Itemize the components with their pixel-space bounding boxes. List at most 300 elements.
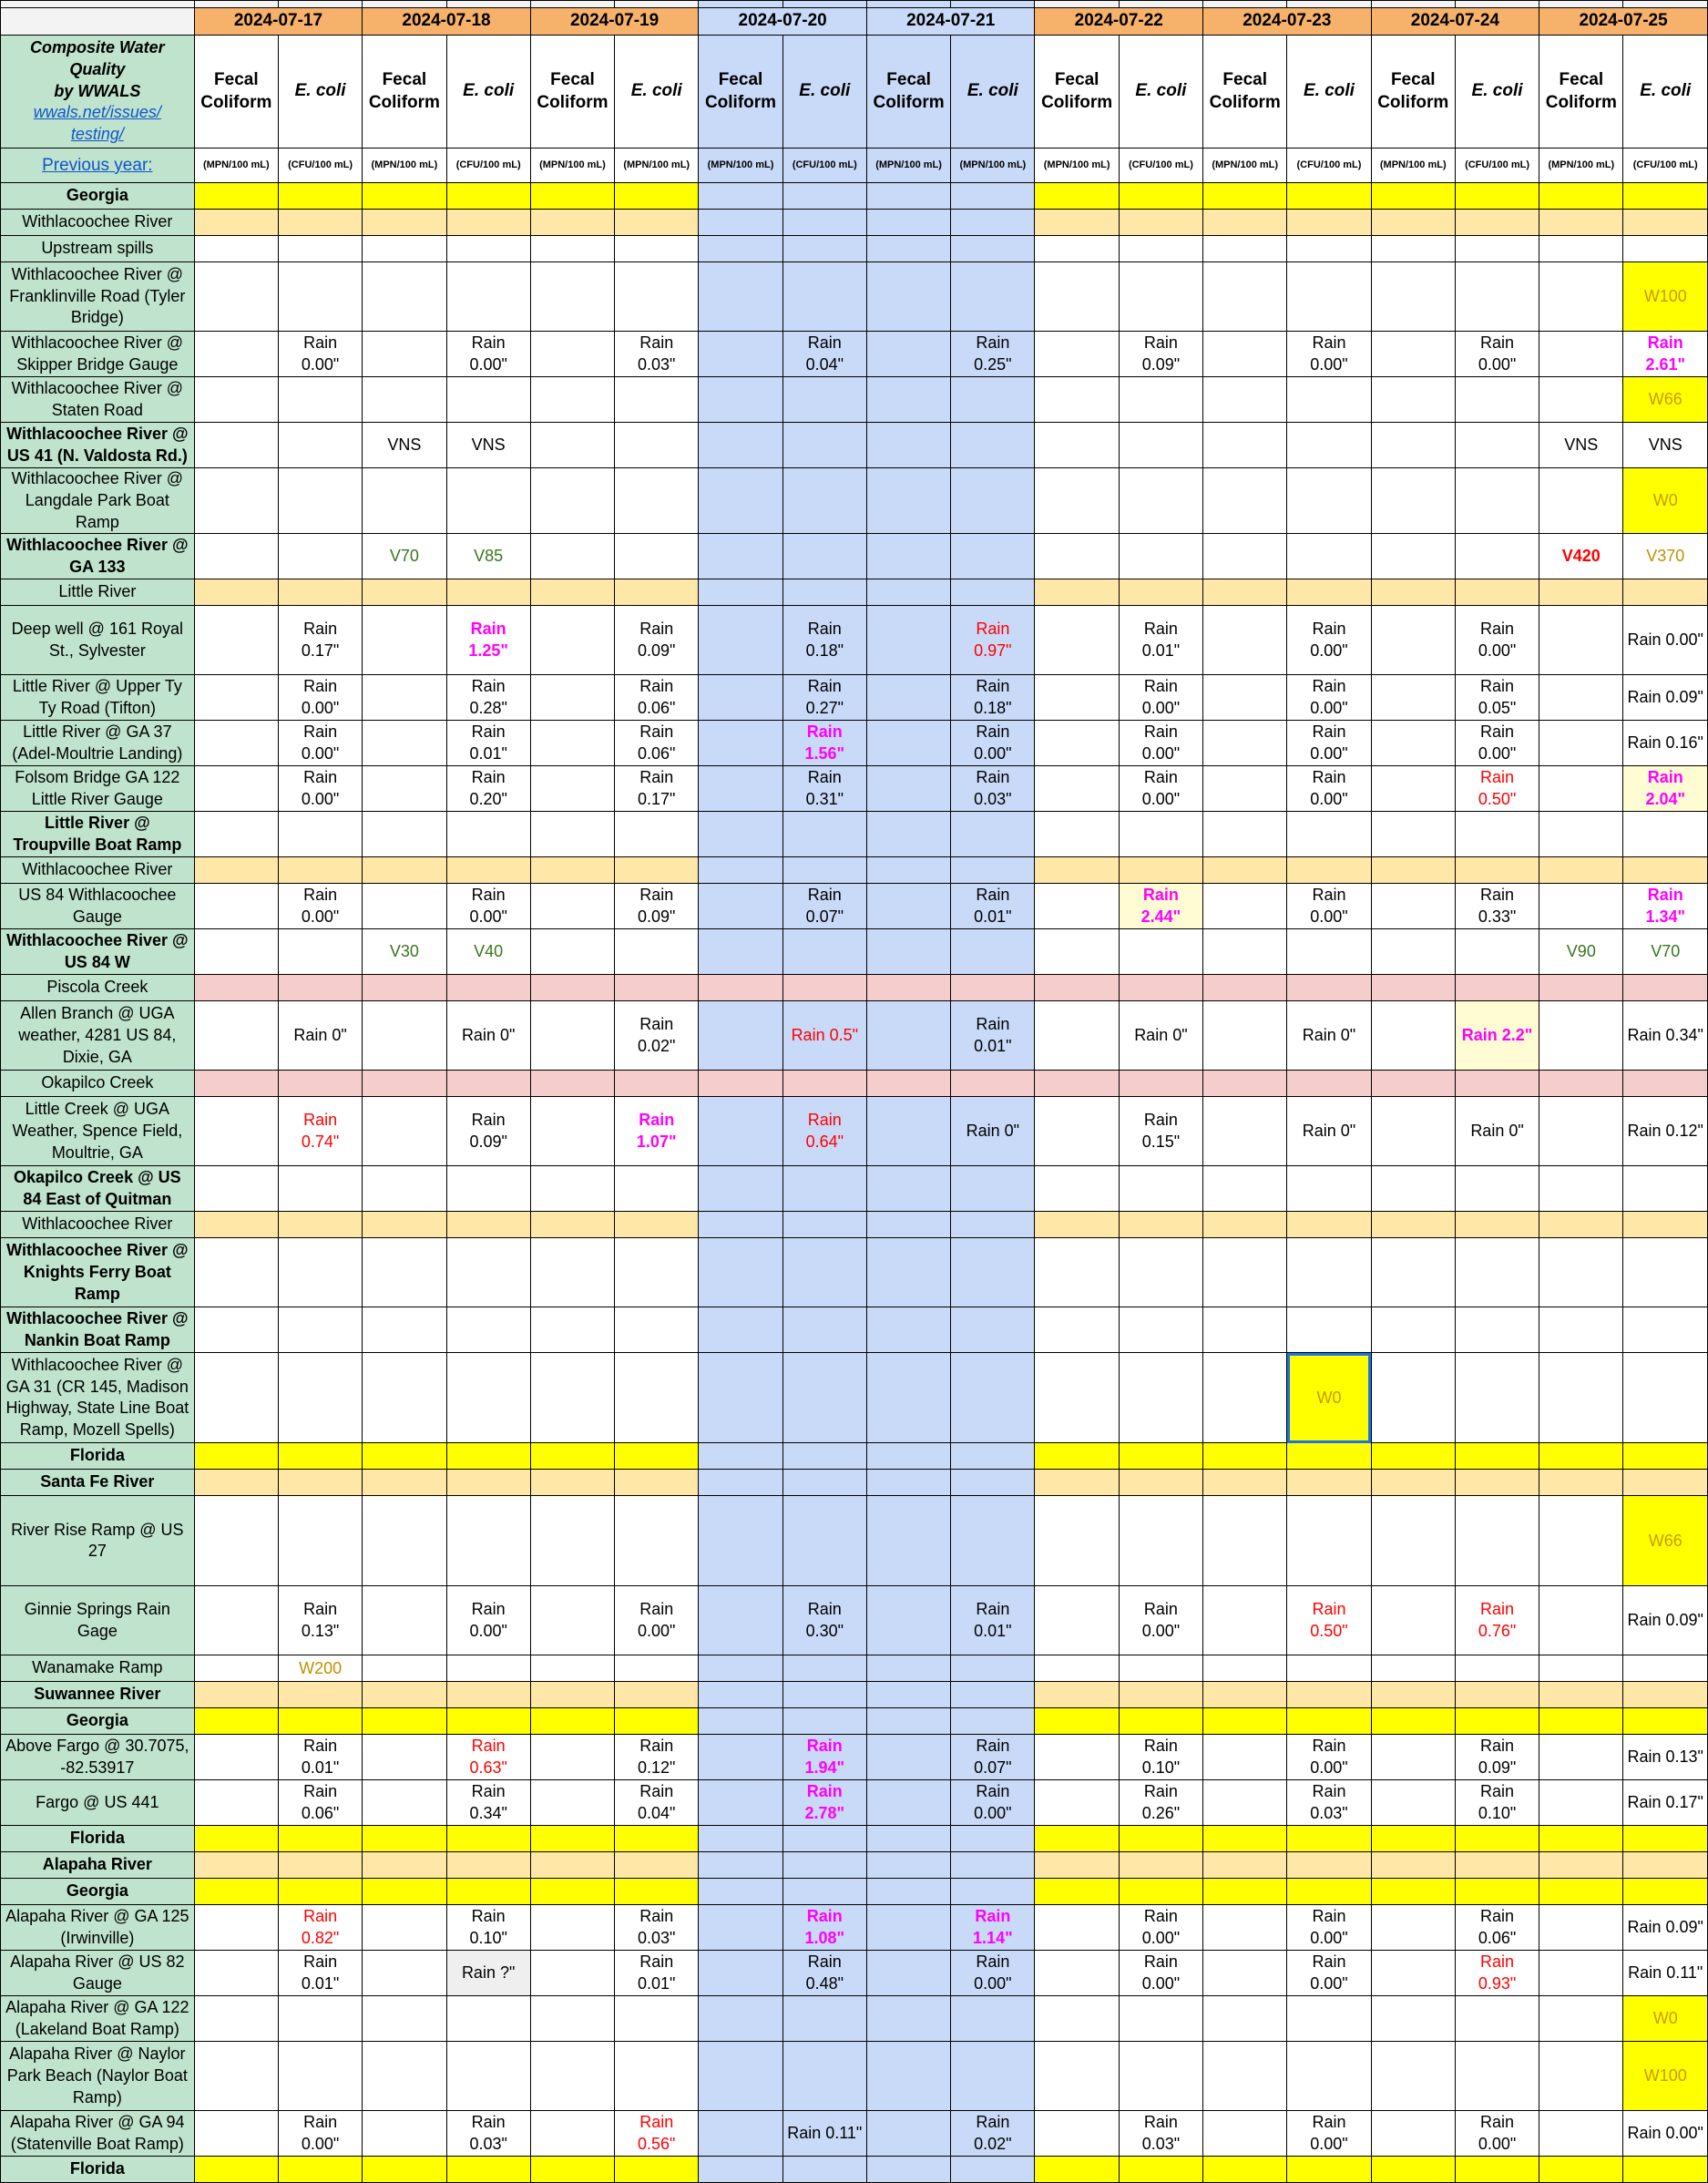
data-cell[interactable] xyxy=(1287,766,1371,812)
data-cell[interactable] xyxy=(1119,1852,1202,1879)
data-cell[interactable] xyxy=(1539,377,1623,423)
data-cell[interactable] xyxy=(446,1097,530,1166)
data-cell[interactable] xyxy=(194,1496,278,1586)
row-label[interactable]: Alapaha River xyxy=(1,1852,195,1879)
data-cell[interactable] xyxy=(1119,857,1202,884)
data-cell[interactable] xyxy=(1203,1708,1287,1735)
data-cell[interactable] xyxy=(1539,1780,1623,1826)
data-cell[interactable] xyxy=(363,975,446,1001)
data-cell[interactable] xyxy=(278,1212,362,1238)
data-cell[interactable] xyxy=(782,1443,866,1470)
data-cell[interactable] xyxy=(530,1071,614,1097)
data-cell[interactable] xyxy=(1455,1780,1539,1826)
data-cell[interactable] xyxy=(446,1586,530,1655)
data-cell[interactable] xyxy=(446,606,530,675)
data-cell[interactable] xyxy=(1455,1238,1539,1307)
data-cell[interactable] xyxy=(1203,1443,1287,1470)
data-cell[interactable] xyxy=(194,1001,278,1071)
data-cell[interactable] xyxy=(699,1951,782,1996)
data-cell[interactable] xyxy=(278,1905,362,1951)
data-cell[interactable] xyxy=(363,183,446,210)
data-cell[interactable] xyxy=(1371,606,1455,675)
data-cell[interactable] xyxy=(1035,606,1119,675)
data-cell[interactable] xyxy=(1539,929,1623,975)
data-cell[interactable] xyxy=(278,1780,362,1826)
data-cell[interactable] xyxy=(1623,766,1708,812)
data-cell[interactable] xyxy=(1287,812,1371,857)
data-cell[interactable] xyxy=(530,1097,614,1166)
data-cell[interactable] xyxy=(1203,884,1287,929)
data-cell[interactable] xyxy=(1371,1443,1455,1470)
data-cell[interactable] xyxy=(951,857,1035,884)
data-cell[interactable] xyxy=(699,1780,782,1826)
data-cell[interactable] xyxy=(699,884,782,929)
data-cell[interactable] xyxy=(1371,1708,1455,1735)
data-cell[interactable] xyxy=(446,1166,530,1212)
data-cell[interactable] xyxy=(363,812,446,857)
row-label[interactable]: Alapaha River @ Naylor Park Beach (Naylor Boat Ramp) xyxy=(1,2042,195,2111)
data-cell[interactable] xyxy=(1287,534,1371,579)
data-cell[interactable] xyxy=(1035,1166,1119,1212)
data-cell[interactable] xyxy=(363,1735,446,1780)
data-cell[interactable] xyxy=(1539,332,1623,377)
data-cell[interactable] xyxy=(363,423,446,468)
data-cell[interactable] xyxy=(951,812,1035,857)
data-cell[interactable] xyxy=(1035,857,1119,884)
data-cell[interactable] xyxy=(1455,766,1539,812)
data-cell[interactable] xyxy=(1203,1470,1287,1496)
data-cell[interactable] xyxy=(782,2111,866,2157)
data-cell[interactable] xyxy=(1623,1708,1708,1735)
data-cell[interactable] xyxy=(951,2157,1035,2183)
data-cell[interactable] xyxy=(194,2042,278,2111)
data-cell[interactable] xyxy=(1455,1682,1539,1708)
data-cell[interactable] xyxy=(866,975,950,1001)
data-cell[interactable] xyxy=(1623,262,1708,332)
data-cell[interactable] xyxy=(1371,468,1455,534)
row-label[interactable]: Little River @ GA 37 (Adel-Moultrie Landing) xyxy=(1,721,195,766)
data-cell[interactable] xyxy=(363,1879,446,1905)
data-cell[interactable] xyxy=(1455,1905,1539,1951)
data-cell[interactable] xyxy=(530,1496,614,1586)
data-cell[interactable] xyxy=(615,675,699,721)
row-label[interactable]: Ginnie Springs Rain Gage xyxy=(1,1586,195,1655)
data-cell[interactable] xyxy=(782,1708,866,1735)
data-cell[interactable] xyxy=(1371,1905,1455,1951)
data-cell[interactable] xyxy=(194,675,278,721)
data-cell[interactable] xyxy=(951,1655,1035,1682)
data-cell[interactable] xyxy=(1539,2111,1623,2157)
data-cell[interactable] xyxy=(1455,1212,1539,1238)
data-cell[interactable] xyxy=(278,1708,362,1735)
data-cell[interactable] xyxy=(782,721,866,766)
data-cell[interactable] xyxy=(530,675,614,721)
data-cell[interactable] xyxy=(194,1780,278,1826)
data-cell[interactable] xyxy=(615,1097,699,1166)
data-cell[interactable] xyxy=(446,1655,530,1682)
data-cell[interactable] xyxy=(782,1470,866,1496)
data-cell[interactable] xyxy=(1035,1496,1119,1586)
row-label[interactable]: Withlacoochee River @ GA 31 (CR 145, Madison Highway, State Line Boat Ramp, Mozell Spells) xyxy=(1,1353,195,1443)
data-cell[interactable] xyxy=(1119,884,1202,929)
data-cell[interactable] xyxy=(530,423,614,468)
data-cell[interactable] xyxy=(1287,929,1371,975)
data-cell[interactable] xyxy=(1287,1951,1371,1996)
data-cell[interactable] xyxy=(866,1496,950,1586)
date-header[interactable]: 2024-07-21 xyxy=(866,8,1035,36)
data-cell[interactable] xyxy=(866,721,950,766)
row-label[interactable]: Alapaha River @ US 82 Gauge xyxy=(1,1951,195,1996)
data-cell[interactable] xyxy=(446,2157,530,2183)
data-cell[interactable] xyxy=(951,1496,1035,1586)
data-cell[interactable] xyxy=(278,2111,362,2157)
data-cell[interactable] xyxy=(278,468,362,534)
data-cell[interactable] xyxy=(446,1001,530,1071)
data-cell[interactable] xyxy=(1203,579,1287,606)
data-cell[interactable] xyxy=(530,1852,614,1879)
data-cell[interactable] xyxy=(530,468,614,534)
data-cell[interactable] xyxy=(782,857,866,884)
data-cell[interactable] xyxy=(194,606,278,675)
data-cell[interactable] xyxy=(278,1826,362,1852)
row-label[interactable]: Withlacoochee River xyxy=(1,210,195,236)
data-cell[interactable] xyxy=(699,1071,782,1097)
data-cell[interactable] xyxy=(363,1353,446,1443)
data-cell[interactable] xyxy=(1539,1951,1623,1996)
data-cell[interactable] xyxy=(1119,1735,1202,1780)
data-cell[interactable] xyxy=(615,2042,699,2111)
data-cell[interactable] xyxy=(1287,1735,1371,1780)
data-cell[interactable] xyxy=(1035,2157,1119,2183)
data-cell[interactable] xyxy=(363,606,446,675)
data-cell[interactable] xyxy=(1371,1682,1455,1708)
data-cell[interactable] xyxy=(1287,423,1371,468)
data-cell[interactable] xyxy=(699,1353,782,1443)
data-cell[interactable] xyxy=(615,929,699,975)
data-cell[interactable] xyxy=(1287,1071,1371,1097)
data-cell[interactable] xyxy=(194,468,278,534)
data-cell[interactable] xyxy=(1203,2157,1287,2183)
data-cell[interactable] xyxy=(1623,2042,1708,2111)
data-cell[interactable] xyxy=(1287,1307,1371,1353)
data-cell[interactable] xyxy=(278,236,362,262)
data-cell[interactable] xyxy=(1623,929,1708,975)
data-cell[interactable] xyxy=(194,1238,278,1307)
data-cell[interactable] xyxy=(530,884,614,929)
data-cell[interactable] xyxy=(1539,1307,1623,1353)
data-cell[interactable] xyxy=(530,606,614,675)
data-cell[interactable] xyxy=(1539,2157,1623,2183)
data-cell[interactable] xyxy=(1539,262,1623,332)
data-cell[interactable] xyxy=(446,721,530,766)
data-cell[interactable] xyxy=(1035,1996,1119,2042)
data-cell[interactable] xyxy=(1035,1951,1119,1996)
data-cell[interactable] xyxy=(446,1470,530,1496)
data-cell[interactable] xyxy=(1623,884,1708,929)
data-cell[interactable] xyxy=(446,468,530,534)
data-cell[interactable] xyxy=(615,423,699,468)
data-cell[interactable] xyxy=(1623,2157,1708,2183)
data-cell[interactable] xyxy=(615,1353,699,1443)
data-cell[interactable] xyxy=(1119,1238,1202,1307)
data-cell[interactable] xyxy=(1035,1586,1119,1655)
data-cell[interactable] xyxy=(1371,183,1455,210)
data-cell[interactable] xyxy=(1203,236,1287,262)
data-cell[interactable] xyxy=(1035,1353,1119,1443)
data-cell[interactable] xyxy=(951,975,1035,1001)
data-cell[interactable] xyxy=(699,236,782,262)
row-label[interactable]: Withlacoochee River @ Nankin Boat Ramp xyxy=(1,1307,195,1353)
data-cell[interactable] xyxy=(1203,1238,1287,1307)
row-label[interactable]: Little River xyxy=(1,579,195,606)
data-cell[interactable] xyxy=(1119,1353,1202,1443)
data-cell[interactable] xyxy=(530,1826,614,1852)
data-cell[interactable] xyxy=(1287,2042,1371,2111)
data-cell[interactable] xyxy=(866,2157,950,2183)
data-cell[interactable] xyxy=(1287,210,1371,236)
data-cell[interactable] xyxy=(782,377,866,423)
data-cell[interactable] xyxy=(363,1001,446,1071)
data-cell[interactable] xyxy=(194,423,278,468)
data-cell[interactable] xyxy=(1623,1470,1708,1496)
data-cell[interactable] xyxy=(363,236,446,262)
data-cell[interactable] xyxy=(615,377,699,423)
data-cell[interactable] xyxy=(1035,1238,1119,1307)
data-cell[interactable] xyxy=(699,377,782,423)
data-cell[interactable] xyxy=(699,606,782,675)
data-cell[interactable] xyxy=(1119,236,1202,262)
data-cell[interactable] xyxy=(1623,1443,1708,1470)
data-cell[interactable] xyxy=(194,1443,278,1470)
data-cell[interactable] xyxy=(1455,1097,1539,1166)
row-label[interactable]: Little Creek @ UGA Weather, Spence Field, Moultrie, GA xyxy=(1,1097,195,1166)
data-cell[interactable] xyxy=(1623,1852,1708,1879)
data-cell[interactable] xyxy=(1455,210,1539,236)
previous-year-link[interactable]: Previous year: xyxy=(42,155,153,175)
data-cell[interactable] xyxy=(1623,1655,1708,1682)
row-label[interactable]: Withlacoochee River xyxy=(1,1212,195,1238)
data-cell[interactable] xyxy=(866,1443,950,1470)
data-cell[interactable] xyxy=(278,2042,362,2111)
data-cell[interactable] xyxy=(1371,1212,1455,1238)
data-cell[interactable] xyxy=(446,929,530,975)
data-cell[interactable] xyxy=(1203,721,1287,766)
data-cell[interactable] xyxy=(1035,1852,1119,1879)
data-cell[interactable] xyxy=(194,1682,278,1708)
data-cell[interactable] xyxy=(1119,1470,1202,1496)
data-cell[interactable] xyxy=(1203,1307,1287,1353)
data-cell[interactable] xyxy=(530,183,614,210)
data-cell[interactable] xyxy=(1455,606,1539,675)
data-cell[interactable] xyxy=(866,183,950,210)
data-cell[interactable] xyxy=(278,929,362,975)
data-cell[interactable] xyxy=(1119,1097,1202,1166)
data-cell[interactable] xyxy=(446,857,530,884)
data-cell[interactable] xyxy=(1287,1826,1371,1852)
data-cell[interactable] xyxy=(1539,534,1623,579)
data-cell[interactable] xyxy=(1539,1655,1623,1682)
data-cell[interactable] xyxy=(951,262,1035,332)
data-cell[interactable] xyxy=(699,1001,782,1071)
data-cell[interactable] xyxy=(1371,929,1455,975)
data-cell[interactable] xyxy=(1455,857,1539,884)
data-cell[interactable] xyxy=(278,975,362,1001)
data-cell[interactable] xyxy=(1371,1238,1455,1307)
data-cell[interactable] xyxy=(1119,1879,1202,1905)
data-cell[interactable] xyxy=(866,236,950,262)
data-cell[interactable] xyxy=(363,1826,446,1852)
data-cell[interactable] xyxy=(363,262,446,332)
data-cell[interactable] xyxy=(530,534,614,579)
data-cell[interactable] xyxy=(194,1905,278,1951)
data-cell[interactable] xyxy=(1035,1655,1119,1682)
data-cell[interactable] xyxy=(1455,1470,1539,1496)
data-cell[interactable] xyxy=(1623,1166,1708,1212)
data-cell[interactable] xyxy=(866,1001,950,1071)
data-cell[interactable] xyxy=(1623,1212,1708,1238)
data-cell[interactable] xyxy=(1371,1826,1455,1852)
data-cell[interactable] xyxy=(1203,1905,1287,1951)
data-cell[interactable] xyxy=(699,1212,782,1238)
data-cell[interactable] xyxy=(446,1682,530,1708)
data-cell[interactable] xyxy=(1287,1353,1371,1443)
data-cell[interactable] xyxy=(1623,1238,1708,1307)
data-cell[interactable] xyxy=(1119,1682,1202,1708)
data-cell[interactable] xyxy=(866,1682,950,1708)
data-cell[interactable] xyxy=(194,1826,278,1852)
data-cell[interactable] xyxy=(866,2042,950,2111)
data-cell[interactable] xyxy=(1539,1238,1623,1307)
data-cell[interactable] xyxy=(951,675,1035,721)
data-cell[interactable] xyxy=(782,1905,866,1951)
data-cell[interactable] xyxy=(615,1826,699,1852)
data-cell[interactable] xyxy=(1203,675,1287,721)
row-label[interactable]: Withlacoochee River @ US 41 (N. Valdosta Rd.) xyxy=(1,423,195,468)
data-cell[interactable] xyxy=(278,1735,362,1780)
data-cell[interactable] xyxy=(1035,377,1119,423)
data-cell[interactable] xyxy=(1539,423,1623,468)
data-cell[interactable] xyxy=(699,1735,782,1780)
data-cell[interactable] xyxy=(1623,1996,1708,2042)
data-cell[interactable] xyxy=(1119,468,1202,534)
data-cell[interactable] xyxy=(530,975,614,1001)
data-cell[interactable] xyxy=(866,1655,950,1682)
data-cell[interactable] xyxy=(951,1166,1035,1212)
data-cell[interactable] xyxy=(1455,423,1539,468)
data-cell[interactable] xyxy=(363,766,446,812)
data-cell[interactable] xyxy=(1287,1470,1371,1496)
date-header[interactable]: 2024-07-19 xyxy=(530,8,699,36)
data-cell[interactable] xyxy=(1203,210,1287,236)
data-cell[interactable] xyxy=(699,675,782,721)
data-cell[interactable] xyxy=(446,766,530,812)
data-cell[interactable] xyxy=(1035,332,1119,377)
data-cell[interactable] xyxy=(446,884,530,929)
data-cell[interactable] xyxy=(278,721,362,766)
data-cell[interactable] xyxy=(782,606,866,675)
data-cell[interactable] xyxy=(1287,1879,1371,1905)
data-cell[interactable] xyxy=(1455,534,1539,579)
row-label[interactable]: US 84 Withlacoochee Gauge xyxy=(1,884,195,929)
data-cell[interactable] xyxy=(615,2157,699,2183)
data-cell[interactable] xyxy=(363,1097,446,1166)
data-cell[interactable] xyxy=(782,675,866,721)
data-cell[interactable] xyxy=(194,721,278,766)
row-label[interactable]: Upstream spills xyxy=(1,236,195,262)
data-cell[interactable] xyxy=(194,210,278,236)
data-cell[interactable] xyxy=(951,1071,1035,1097)
data-cell[interactable] xyxy=(782,1879,866,1905)
data-cell[interactable] xyxy=(699,1708,782,1735)
data-cell[interactable] xyxy=(1287,1443,1371,1470)
data-cell[interactable] xyxy=(363,721,446,766)
data-cell[interactable] xyxy=(194,929,278,975)
data-cell[interactable] xyxy=(1371,1879,1455,1905)
data-cell[interactable] xyxy=(782,262,866,332)
data-cell[interactable] xyxy=(1539,675,1623,721)
data-cell[interactable] xyxy=(1539,606,1623,675)
data-cell[interactable] xyxy=(1371,812,1455,857)
data-cell[interactable] xyxy=(1035,210,1119,236)
data-cell[interactable] xyxy=(866,1212,950,1238)
data-cell[interactable] xyxy=(1203,1735,1287,1780)
row-label[interactable]: Withlacoochee River xyxy=(1,857,195,884)
data-cell[interactable] xyxy=(278,210,362,236)
data-cell[interactable] xyxy=(866,579,950,606)
data-cell[interactable] xyxy=(1455,468,1539,534)
data-cell[interactable] xyxy=(1455,1353,1539,1443)
data-cell[interactable] xyxy=(1539,1996,1623,2042)
row-label[interactable]: Santa Fe River xyxy=(1,1470,195,1496)
data-cell[interactable] xyxy=(951,1708,1035,1735)
data-cell[interactable] xyxy=(866,884,950,929)
data-cell[interactable] xyxy=(866,766,950,812)
data-cell[interactable] xyxy=(1623,534,1708,579)
data-cell[interactable] xyxy=(194,812,278,857)
data-cell[interactable] xyxy=(363,332,446,377)
row-label[interactable]: Withlacoochee River @ Franklinville Road (Tyler Bridge) xyxy=(1,262,195,332)
data-cell[interactable] xyxy=(1287,1780,1371,1826)
data-cell[interactable] xyxy=(1539,812,1623,857)
data-cell[interactable] xyxy=(530,377,614,423)
data-cell[interactable] xyxy=(1203,1879,1287,1905)
data-cell[interactable] xyxy=(1455,1951,1539,1996)
data-cell[interactable] xyxy=(363,1905,446,1951)
data-cell[interactable] xyxy=(363,1682,446,1708)
data-cell[interactable] xyxy=(1623,857,1708,884)
data-cell[interactable] xyxy=(1539,2042,1623,2111)
data-cell[interactable] xyxy=(699,1826,782,1852)
data-cell[interactable] xyxy=(615,210,699,236)
date-header[interactable]: 2024-07-17 xyxy=(194,8,363,36)
data-cell[interactable] xyxy=(194,1735,278,1780)
data-cell[interactable] xyxy=(530,1708,614,1735)
data-cell[interactable] xyxy=(1035,1682,1119,1708)
data-cell[interactable] xyxy=(278,1951,362,1996)
data-cell[interactable] xyxy=(446,2111,530,2157)
data-cell[interactable] xyxy=(1119,332,1202,377)
data-cell[interactable] xyxy=(782,534,866,579)
data-cell[interactable] xyxy=(699,1996,782,2042)
data-cell[interactable] xyxy=(278,1879,362,1905)
data-cell[interactable] xyxy=(1371,1780,1455,1826)
data-cell[interactable] xyxy=(615,721,699,766)
data-cell[interactable] xyxy=(615,975,699,1001)
data-cell[interactable] xyxy=(866,606,950,675)
data-cell[interactable] xyxy=(530,1166,614,1212)
data-cell[interactable] xyxy=(363,1238,446,1307)
data-cell[interactable] xyxy=(363,1470,446,1496)
